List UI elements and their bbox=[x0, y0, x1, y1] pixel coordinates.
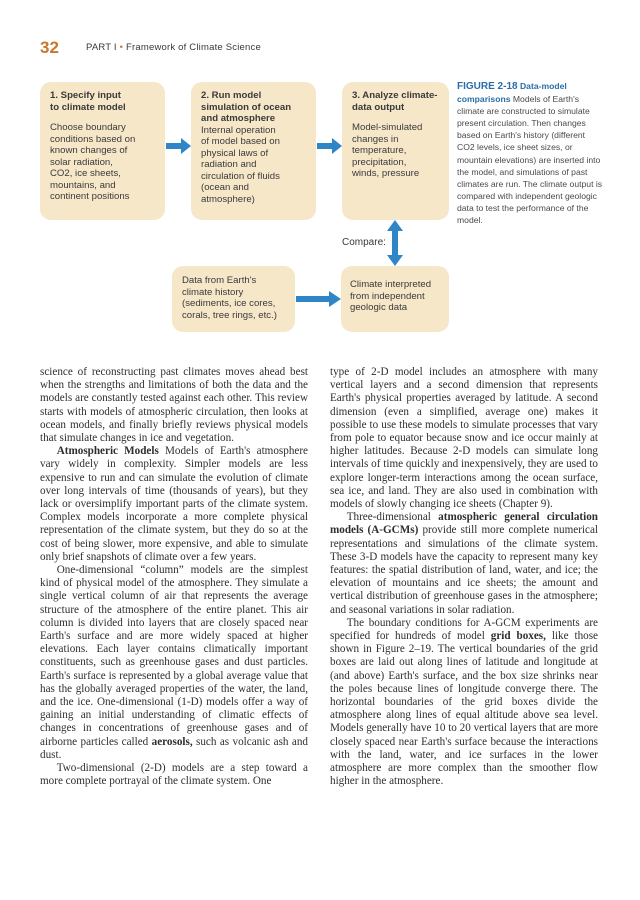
box-title: 1. Specify input to climate model bbox=[50, 90, 126, 113]
key-term: grid boxes, bbox=[490, 630, 546, 643]
box-body: Model-simulated changes in temperature, precipitation, winds, pressure bbox=[352, 122, 423, 179]
arrow-right-icon bbox=[296, 291, 342, 307]
box-climate-interpreted: Climate interpreted from independent geologic data bbox=[341, 266, 449, 332]
box-climate-history-data: Data from Earth's climate history (sediments, ice cores, corals, tree rings, etc.) bbox=[172, 266, 295, 332]
box-title: 2. Run model simulation of ocean and atmosphere bbox=[201, 90, 292, 124]
figure-caption bbox=[457, 80, 605, 226]
arrow-right-icon bbox=[166, 138, 192, 154]
paragraph: type of 2-D model includes an atmosphere with many vertical layers and a second dimension that represents Earth's physical properties averaged by latitude. A second dimension (even a simplified, average one) makes it possible to use these models to simulate processes that vary from pole to equator because snow and ice occur mainly at higher latitudes. Because 2-D models can simulate long intervals of time quickly and inexpensively, they are used to explore longer-term interactions among the ocean surface, sea ice, and land. They are also used in combination with models of slowly changing ice sheets (Chapter 9). bbox=[330, 366, 598, 511]
double-arrow-vertical-icon bbox=[387, 220, 403, 266]
box-specify-input bbox=[40, 82, 165, 220]
paragraph: The boundary conditions for A-GCM experiments are specified for hundreds of model grid boxes, like those shown in Figure 2–19. The vertical boundaries of the grid boxes are laid out along lines of latitude and longitude at (and above) Earth's surface, and the box size shrinks near the poles because lines of longitude converge there. The horizontal boundaries of the grid boxes divide the atmosphere along lines of equal altitude above sea level. Models generally have 10 to 20 vertical layers that are more closely spaced near Earth's surface because the interactions with the land, water, and ice surfaces in the lower atmosphere are more complex than the smoother flow higher in the atmosphere. bbox=[330, 616, 598, 788]
box-title: 3. Analyze climate- data output bbox=[352, 90, 438, 113]
part-label: PART I bbox=[86, 42, 117, 53]
box-body: Choose boundary conditions based on known changes of solar radiation, CO2, ice sheets, mountains, and continent positions bbox=[50, 122, 136, 202]
figure-title: Data-model comparisons bbox=[457, 81, 567, 105]
paragraph: Three-dimensional atmospheric general circulation models (A-GCMs) provide still more complete numerical representations and simulations of the climate system. These 3-D models have the capacity to represent many key features: the spatial distribution of land, water, and ice; the elevation of mountains and ice sheets; the amount and vertical distribution of greenhouse gases in the atmosphere; and seasonal variations in solar radiation. bbox=[330, 511, 598, 616]
paragraph: One-dimensional “column” models are the simplest kind of physical model of the atmosphere. They simulate a single vertical column of air that represents the average structure of the atmosphere of the entire planet. This air column is divided into layers that are closely spaced near Earth's surface and are more widely spaced at higher elevations. Each layer contains climatically important constituents, such as greenhouse gases and dust particles. Earth's surface is represented by a global average value that has the globally averaged properties of the water, the land, and the ice. One-dimensional (1-D) models offer a way of gaining an initial understanding of climatic effects of changes in concentrations of greenhouse gases and of airborne particles called aerosols, such as volcanic ash and dust. bbox=[40, 564, 308, 761]
header-separator: • bbox=[119, 42, 124, 53]
paragraph: Two-dimensional (2-D) models are a step toward a more complete portrayal of the climate system. One bbox=[40, 762, 308, 788]
text-column-right bbox=[330, 366, 598, 789]
running-head bbox=[86, 42, 261, 53]
figure-caption-text: Models of Earth's climate are constructed to simulate present circulation. Then changes based on Earth's history (different CO2 levels, ice sheet sizes, or mountain elevations) are inserted into the model, and simulations of past climates are run. The climate output is compared with independent geologic data to test the performance of the model. bbox=[457, 94, 603, 226]
paragraph: Atmospheric Models Models of Earth's atmosphere vary widely in complexity. Simpler models are less expensive to run and can simulate the evolution of climate over long intervals of time (thousands of years), but they lack or oversimplify important parts of the climate system. Complex models incorporate a more complete physical representation of the climate system, but they do so at the cost of being slower, more expensive, and able to simulate only brief snapshots of climate over a few years. bbox=[40, 445, 308, 563]
box-run-model bbox=[191, 82, 316, 220]
paragraph: science of reconstructing past climates moves ahead best when the strengths and limitations of both the data and the models are constantly tested against each other. This review starts with models of atmospheric circulation, then looks at ocean models, and finally briefly reviews physical models that simulate changes in ice and vegetation. bbox=[40, 366, 308, 445]
compare-label: Compare: bbox=[342, 237, 386, 248]
key-term: aerosols, bbox=[151, 735, 193, 748]
section-title: Framework of Climate Science bbox=[126, 42, 261, 53]
page-number: 32 bbox=[40, 38, 59, 57]
box-body: Internal operation of model based on physical laws of radiation and circulation of fluids (ocean and atmosphere) bbox=[201, 124, 280, 205]
box-analyze-output bbox=[342, 82, 449, 220]
text-column-left bbox=[40, 366, 308, 789]
arrow-right-icon bbox=[317, 138, 343, 154]
key-term: atmospheric general circulation models (A-GCMs) bbox=[330, 511, 598, 537]
figure-label: FIGURE 2-18 bbox=[457, 81, 518, 92]
subsection-heading: Atmospheric Models bbox=[56, 445, 159, 458]
